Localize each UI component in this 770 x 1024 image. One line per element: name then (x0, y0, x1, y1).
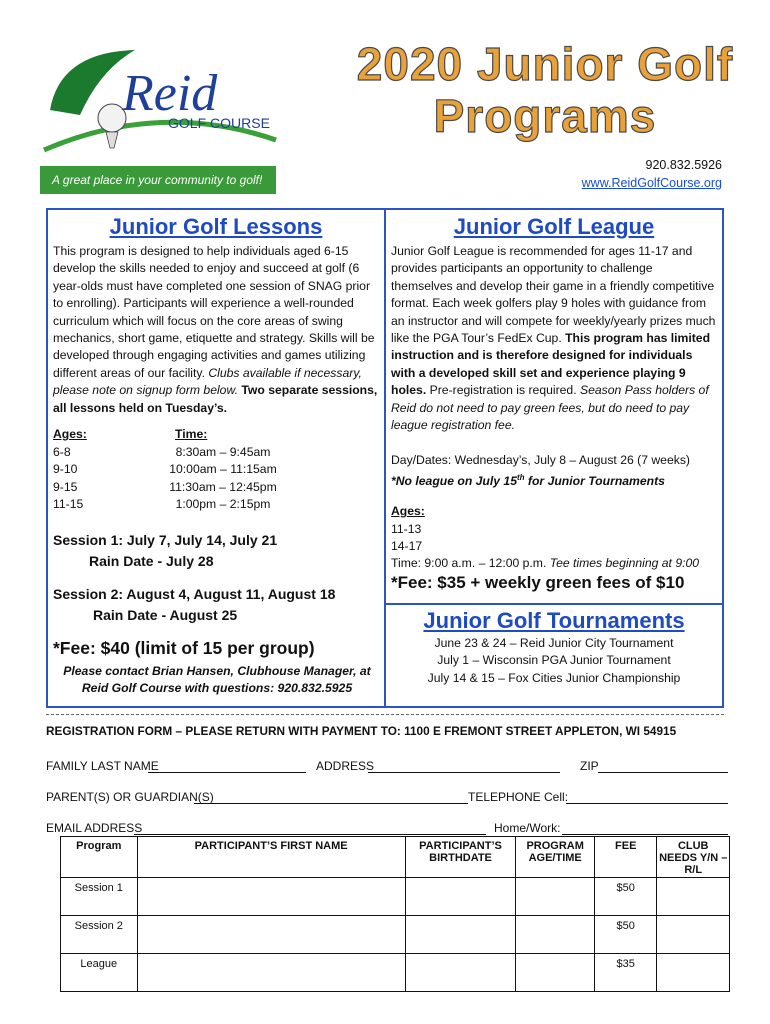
schedule-row: 6-8 8:30am – 9:45am (53, 445, 271, 459)
home-work-label: Home/Work: (494, 821, 561, 835)
family-last-name-field[interactable] (148, 760, 306, 773)
lessons-paragraph: This program is designed to help individuals aged 6-15 develop the skills needed to enjoy and succeed at golf (6 year-olds must have completed one session of SNAG prior to enrolling). Participants will experience a well-rounded curriculum which will focus on the core areas of swing mechanics, short game, etiquette and strategy. Skills will be developed through engaging activities and games utilizing different areas of our facility. (53, 244, 375, 380)
league-ages-header: Ages: (391, 504, 425, 518)
cut-line-divider (46, 714, 724, 715)
page-title (330, 38, 760, 142)
session-2-dates: Session 2: August 4, August 11, August 18 (53, 586, 336, 602)
session-2-rain-date: Rain Date - August 25 (93, 607, 238, 623)
league-no-league-note: *No league on July 15th for Junior Tournaments (391, 473, 665, 489)
reid-golf-course-logo (40, 40, 280, 160)
schedule-row: 9-15 11:30am – 12:45pm (53, 479, 277, 494)
email-field[interactable] (134, 822, 486, 835)
club-needs-cell[interactable] (657, 916, 730, 954)
league-age-1: 11-13 (391, 522, 422, 536)
website-link[interactable]: www.ReidGolfCourse.org (581, 176, 722, 190)
table-row (61, 954, 730, 992)
home-work-field[interactable] (562, 822, 728, 835)
lessons-sessions-note: Two separate sessions, all lessons held on Tuesday’s. (53, 383, 378, 415)
list-item: July 1 – Wisconsin PGA Junior Tournament (437, 653, 671, 668)
fee-cell: $50 (595, 878, 657, 916)
column-header: Program (61, 837, 138, 878)
column-header: FEE (595, 837, 657, 878)
lessons-fee: *Fee: $40 (limit of 15 per group) (53, 638, 315, 658)
ages-header: Ages: (53, 427, 87, 441)
fee-cell: $50 (595, 916, 657, 954)
registration-heading: REGISTRATION FORM – PLEASE RETURN WITH PAYMENT TO: 1100 E FREMONT STREET APPLETON, WI 54915 (46, 724, 677, 738)
lessons-title: Junior Golf Lessons (109, 214, 323, 239)
list-item: July 14 & 15 – Fox Cities Junior Championship (427, 670, 681, 685)
title-line-1: 2020 Junior Golf (356, 38, 734, 90)
league-fee: *Fee: $35 + weekly green fees of $10 (391, 573, 685, 592)
family-last-name-label: FAMILY LAST NAME (46, 759, 159, 773)
table-row (61, 916, 730, 954)
birthdate-cell[interactable] (405, 954, 516, 992)
age-time-cell[interactable] (516, 954, 595, 992)
league-time: Time: 9:00 a.m. – 12:00 p.m. Tee times beginning at 9:00 (391, 556, 700, 570)
program-cell: Session 2 (61, 916, 138, 954)
schedule-row: 9-10 10:00am – 11:15am (53, 462, 277, 477)
logo-subtext: GOLF COURSE (168, 115, 270, 131)
tournaments-title: Junior Golf Tournaments (423, 608, 685, 633)
club-needs-cell[interactable] (657, 954, 730, 992)
column-header: PROGRAM AGE/TIME (516, 837, 595, 878)
lessons-clubs-note: Clubs available if necessary, please note on signup form below. (53, 365, 362, 398)
phone-number: 920.832.5926 (645, 158, 722, 172)
table-row (61, 878, 730, 916)
league-prereg: Pre-registration is required. (429, 383, 577, 398)
fee-cell: $35 (595, 954, 657, 992)
parents-label: PARENT(S) OR GUARDIAN(S) (46, 790, 214, 804)
age-time-cell[interactable] (516, 878, 595, 916)
registration-table (60, 836, 730, 992)
club-needs-cell[interactable] (657, 878, 730, 916)
age-time-cell[interactable] (516, 916, 595, 954)
address-field[interactable] (368, 760, 560, 773)
telephone-cell-label: TELEPHONE Cell: (468, 790, 569, 804)
schedule-row: 11-15 1:00pm – 2:15pm (53, 497, 271, 512)
league-season-pass: Season Pass holders of Reid do not need to pay green fees, but do need to pay league registration fee. (391, 383, 709, 433)
column-header: CLUB NEEDS Y/N – R/L (657, 837, 730, 878)
league-description (391, 243, 717, 434)
first-name-cell[interactable] (137, 954, 405, 992)
tagline: A great place in your community to golf! (40, 166, 276, 194)
lessons-schedule (53, 444, 303, 514)
session-1-rain-date: Rain Date - July 28 (89, 553, 214, 569)
league-age-2: 14-17 (391, 539, 423, 553)
birthdate-cell[interactable] (405, 916, 516, 954)
telephone-cell-field[interactable] (566, 791, 728, 804)
program-cell: League (61, 954, 138, 992)
league-days: Day/Dates: Wednesday’s, July 8 – August 26 (7 weeks) (391, 453, 690, 467)
table-header-row (61, 837, 730, 878)
lessons-contact: Please contact Brian Hansen, Clubhouse Manager, at Reid Golf Course with questions: 920.832.5925 (63, 664, 371, 696)
tournaments-list (388, 635, 720, 687)
first-name-cell[interactable] (137, 916, 405, 954)
first-name-cell[interactable] (137, 878, 405, 916)
league-paragraph: Junior Golf League is recommended for ages 11-17 and provides participants an opportunity to challenge themselves and develop their game in a friendly competitive format. Each week golfers play 9 holes with guidance from an instructor and will compete for weekly/yearly prizes much like the PGA Tour’s FedEx Cup. (391, 244, 716, 346)
league-bold-note: This program has limited instruction and is therefore designed for individuals with a developed skill set and experience playing 9 holes. (391, 331, 711, 398)
column-header: PARTICIPANT’S BIRTHDATE (405, 837, 516, 878)
list-item: June 23 & 24 – Reid Junior City Tournament (434, 636, 674, 650)
logo-text: Reid (122, 65, 218, 122)
time-header: Time: (175, 427, 208, 441)
zip-label: ZIP (580, 759, 599, 773)
league-title: Junior Golf League (453, 214, 655, 239)
address-label: ADDRESS (316, 759, 375, 773)
birthdate-cell[interactable] (405, 878, 516, 916)
program-cell: Session 1 (61, 878, 138, 916)
email-label: EMAIL ADDRESS (46, 821, 143, 835)
title-line-2: Programs (433, 90, 657, 142)
parents-field[interactable] (194, 791, 468, 804)
column-header: PARTICIPANT’S FIRST NAME (137, 837, 405, 878)
session-1-dates: Session 1: July 7, July 14, July 21 (53, 532, 278, 548)
lessons-description (53, 243, 379, 417)
zip-field[interactable] (598, 760, 728, 773)
